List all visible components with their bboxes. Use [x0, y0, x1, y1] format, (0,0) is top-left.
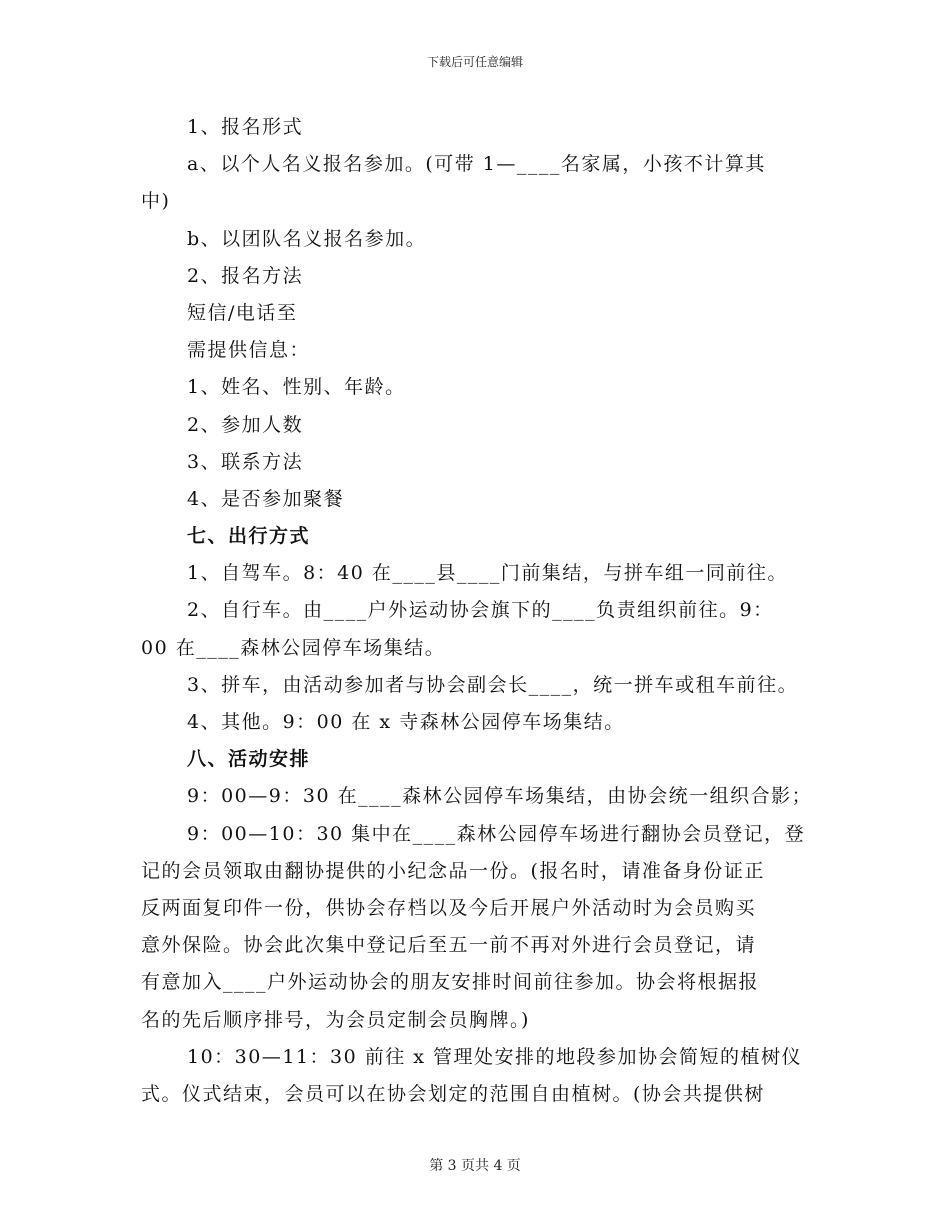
section-heading: 七、出行方式: [187, 525, 311, 548]
text-line: 2、参加人数: [187, 413, 304, 436]
text-line: 3、拼车，由活动参加者与协会副会长____，统一拼车或租车前往。: [187, 673, 799, 696]
text-line: 3、联系方法: [187, 450, 304, 473]
text-line: 10：30—11：30 前往 x 管理处安排的地段参加协会简短的植树仪: [187, 1045, 803, 1068]
text-line: 2、报名方法: [187, 264, 304, 287]
text-line: 9：00—10：30 集中在____森林公园停车场进行翻协会员登记，登: [187, 822, 806, 845]
text-line: 意外保险。协会此次集中登记后至五一前不再对外进行会员登记，请: [141, 934, 757, 957]
text-line: 短信/电话至: [187, 301, 298, 324]
page-footer: 第 3 页共 4 页: [429, 1158, 521, 1174]
text-line: b、以团队名义报名参加。: [187, 227, 427, 250]
text-line: 1、自驾车。8：40 在____县____门前集结，与拼车组一同前往。: [187, 562, 788, 585]
text-line: 有意加入____户外运动协会的朋友安排时间前往参加。协会将根据报: [141, 971, 760, 994]
text-line: 1、姓名、性别、年龄。: [187, 376, 406, 399]
text-line: 2、自行车。由____户外运动协会旗下的____负责组织前往。9：: [187, 599, 774, 622]
text-line: 00 在____森林公园停车场集结。: [141, 636, 446, 659]
page-header: 下载后可任意编辑: [426, 55, 523, 69]
document-body: [141, 112, 813, 1116]
text-line: a、以个人名义报名参加。(可带 1—____名家属，小孩不计算其: [187, 153, 766, 176]
text-line: 式。仪式结束，会员可以在协会划定的范围自由植树。(协会共提供树: [141, 1082, 765, 1105]
text-line: 反两面复印件一份，供协会存档以及今后开展户外活动时为会员购买: [141, 896, 757, 919]
text-line: 4、其他。9：00 在 x 寺森林公园停车场集结。: [187, 711, 625, 733]
text-line: 中): [141, 190, 171, 213]
text-line: 9：00—9：30 在____森林公园停车场集结，由协会统一组织合影；: [187, 785, 813, 808]
text-line: 记的会员领取由翻协提供的小纪念品一份。(报名时，请准备身份证正: [141, 859, 765, 882]
text-line: 4、是否参加聚餐: [187, 487, 345, 510]
text-line: 1、报名形式: [187, 116, 304, 138]
text-line: 需提供信息：: [187, 339, 311, 362]
section-heading: 八、活动安排: [187, 748, 311, 771]
text-line: 名的先后顺序排号，为会员定制会员胸牌。): [141, 1008, 530, 1031]
